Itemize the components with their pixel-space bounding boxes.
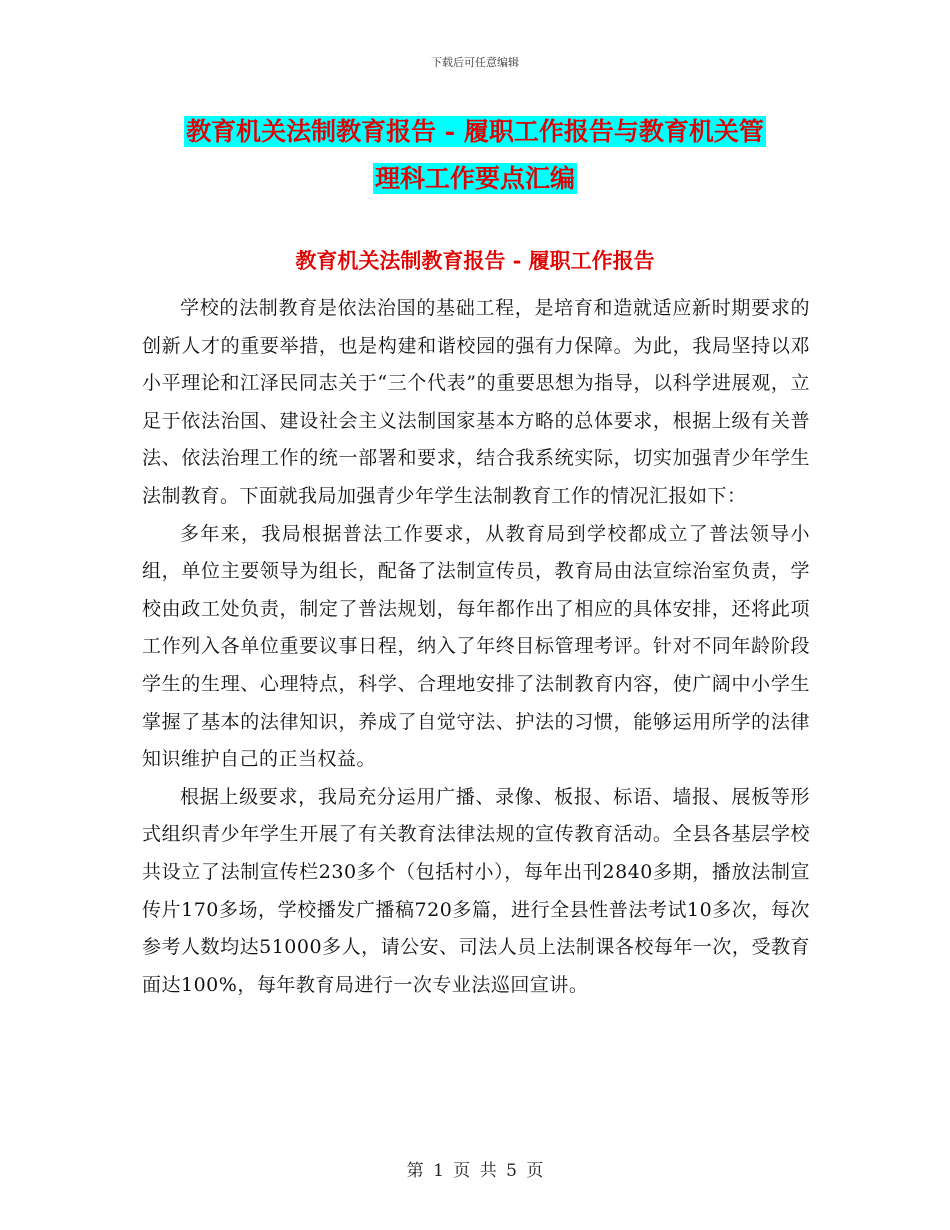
main-title-line2: 理科工作要点汇编 — [374, 164, 575, 193]
main-title-line1: 教育机关法制教育报告 - 履职工作报告与教育机关管 — [186, 117, 764, 146]
main-title — [150, 108, 800, 202]
header-note: 下载后可任意编辑 — [431, 56, 519, 69]
paragraph-2: 多年来，我局根据普法工作要求，从教育局到学校都成立了普法领导小组，单位主要领导为组长，配备了法制宣传员，教育局由法宣综治室负责，学校由政工处负责，制定了普法规划，每年都作出了相应的具体安排，还将此项工作列入各单位重要议事日程，纳入了年终目标管理考评。针对不同年龄阶段学生的生理、心理特点，科学、合理地安排了法制教育内容，使广阔中小学生掌握了基本的法律知识，养成了自觉守法、护法的习惯，能够运用所学的法律知识维护自己的正当权益。 — [142, 522, 810, 771]
section-title: 教育机关法制教育报告 - 履职工作报告 — [295, 248, 655, 273]
paragraph-3: 根据上级要求，我局充分运用广播、录像、板报、标语、墙报、展板等形式组织青少年学生开展了有关教育法律法规的宣传教育活动。全县各基层学校共设立了法制宣传栏230多个（包括村小），每年出刊2840多期，播放法制宣传片170多场，学校播发广播稿720多篇，进行全县性普法考试10多次，每次参考人数均达51000多人，请公安、司法人员上法制课各校每年一次，受教育面达100%，每年教育局进行一次专业法巡回宣讲。 — [142, 785, 810, 996]
paragraph-1: 学校的法制教育是依法治国的基础工程，是培育和造就适应新时期要求的创新人才的重要举措，也是构建和谐校园的强有力保障。为此，我局坚持以邓小平理论和江泽民同志关于“三个代表”的重要思想为指导，以科学进展观，立足于依法治国、建设社会主义法制国家基本方略的总体要求，根据上级有关普法、依法治理工作的统一部署和要求，结合我系统实际，切实加强青少年学生法制教育。下面就我局加强青少年学生法制教育工作的情况汇报如下： — [142, 297, 810, 507]
body-text — [142, 290, 810, 1004]
page-footer: 第 1 页 共 5 页 — [406, 1161, 544, 1181]
